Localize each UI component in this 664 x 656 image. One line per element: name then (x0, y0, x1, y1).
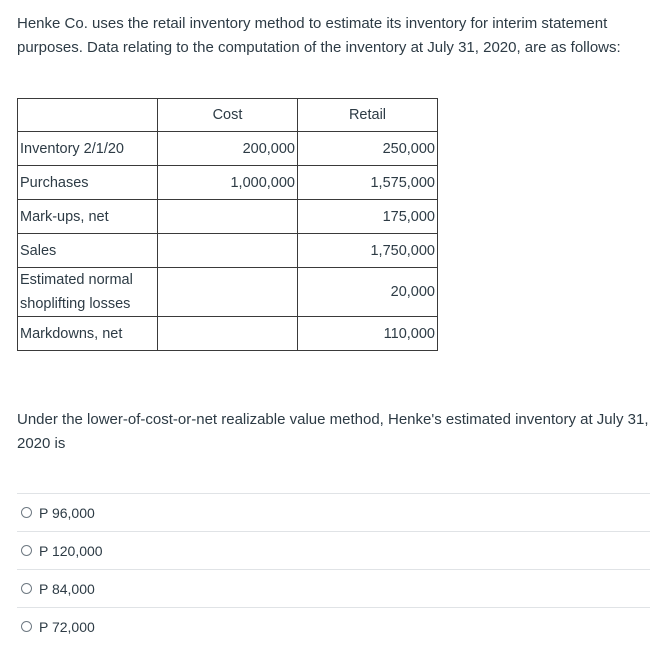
retail-cell: 250,000 (298, 132, 438, 166)
cost-cell: 1,000,000 (158, 166, 298, 200)
table-row (18, 200, 438, 234)
cost-cell: 200,000 (158, 132, 298, 166)
column-header-cost: Cost (158, 99, 298, 132)
radio-button-icon[interactable] (21, 545, 32, 556)
answer-option-label[interactable]: P 96,000 (39, 504, 95, 521)
retail-cell: 1,750,000 (298, 234, 438, 268)
answer-option-label[interactable]: P 120,000 (39, 542, 103, 559)
row-label: Sales (18, 234, 158, 268)
answer-option-label[interactable]: P 84,000 (39, 580, 95, 597)
question-prompt: Under the lower-of-cost-or-net realizable value method, Henke's estimated inventory at July 31, 2020 is (17, 411, 649, 452)
cost-cell (158, 317, 298, 351)
inventory-table (17, 98, 438, 351)
row-label: Estimated normal shoplifting losses (18, 268, 158, 317)
table-row (18, 166, 438, 200)
retail-cell: 110,000 (298, 317, 438, 351)
table-row (18, 268, 438, 317)
answer-option-label[interactable]: P 72,000 (39, 618, 95, 635)
cost-cell (158, 234, 298, 268)
row-label: Inventory 2/1/20 (18, 132, 158, 166)
column-header-label (18, 99, 158, 132)
answer-option[interactable] (17, 531, 650, 569)
table-header-row (18, 99, 438, 132)
answer-choices (17, 493, 650, 645)
column-header-retail: Retail (298, 99, 438, 132)
radio-button-icon[interactable] (21, 621, 32, 632)
table-row (18, 132, 438, 166)
answer-option[interactable] (17, 607, 650, 645)
row-label: Mark-ups, net (18, 200, 158, 234)
answer-option[interactable] (17, 569, 650, 607)
cost-cell (158, 268, 298, 317)
cost-cell (158, 200, 298, 234)
retail-cell: 1,575,000 (298, 166, 438, 200)
table-row (18, 234, 438, 268)
question-intro: Henke Co. uses the retail inventory method to estimate its inventory for interim statement purposes. Data relating to the computation of the inventory at July 31, 2020, are as follows: (17, 15, 621, 56)
radio-button-icon[interactable] (21, 583, 32, 594)
table-row (18, 317, 438, 351)
row-label: Markdowns, net (18, 317, 158, 351)
retail-cell: 175,000 (298, 200, 438, 234)
row-label: Purchases (18, 166, 158, 200)
radio-button-icon[interactable] (21, 507, 32, 518)
retail-cell: 20,000 (298, 268, 438, 317)
answer-option[interactable] (17, 493, 650, 531)
